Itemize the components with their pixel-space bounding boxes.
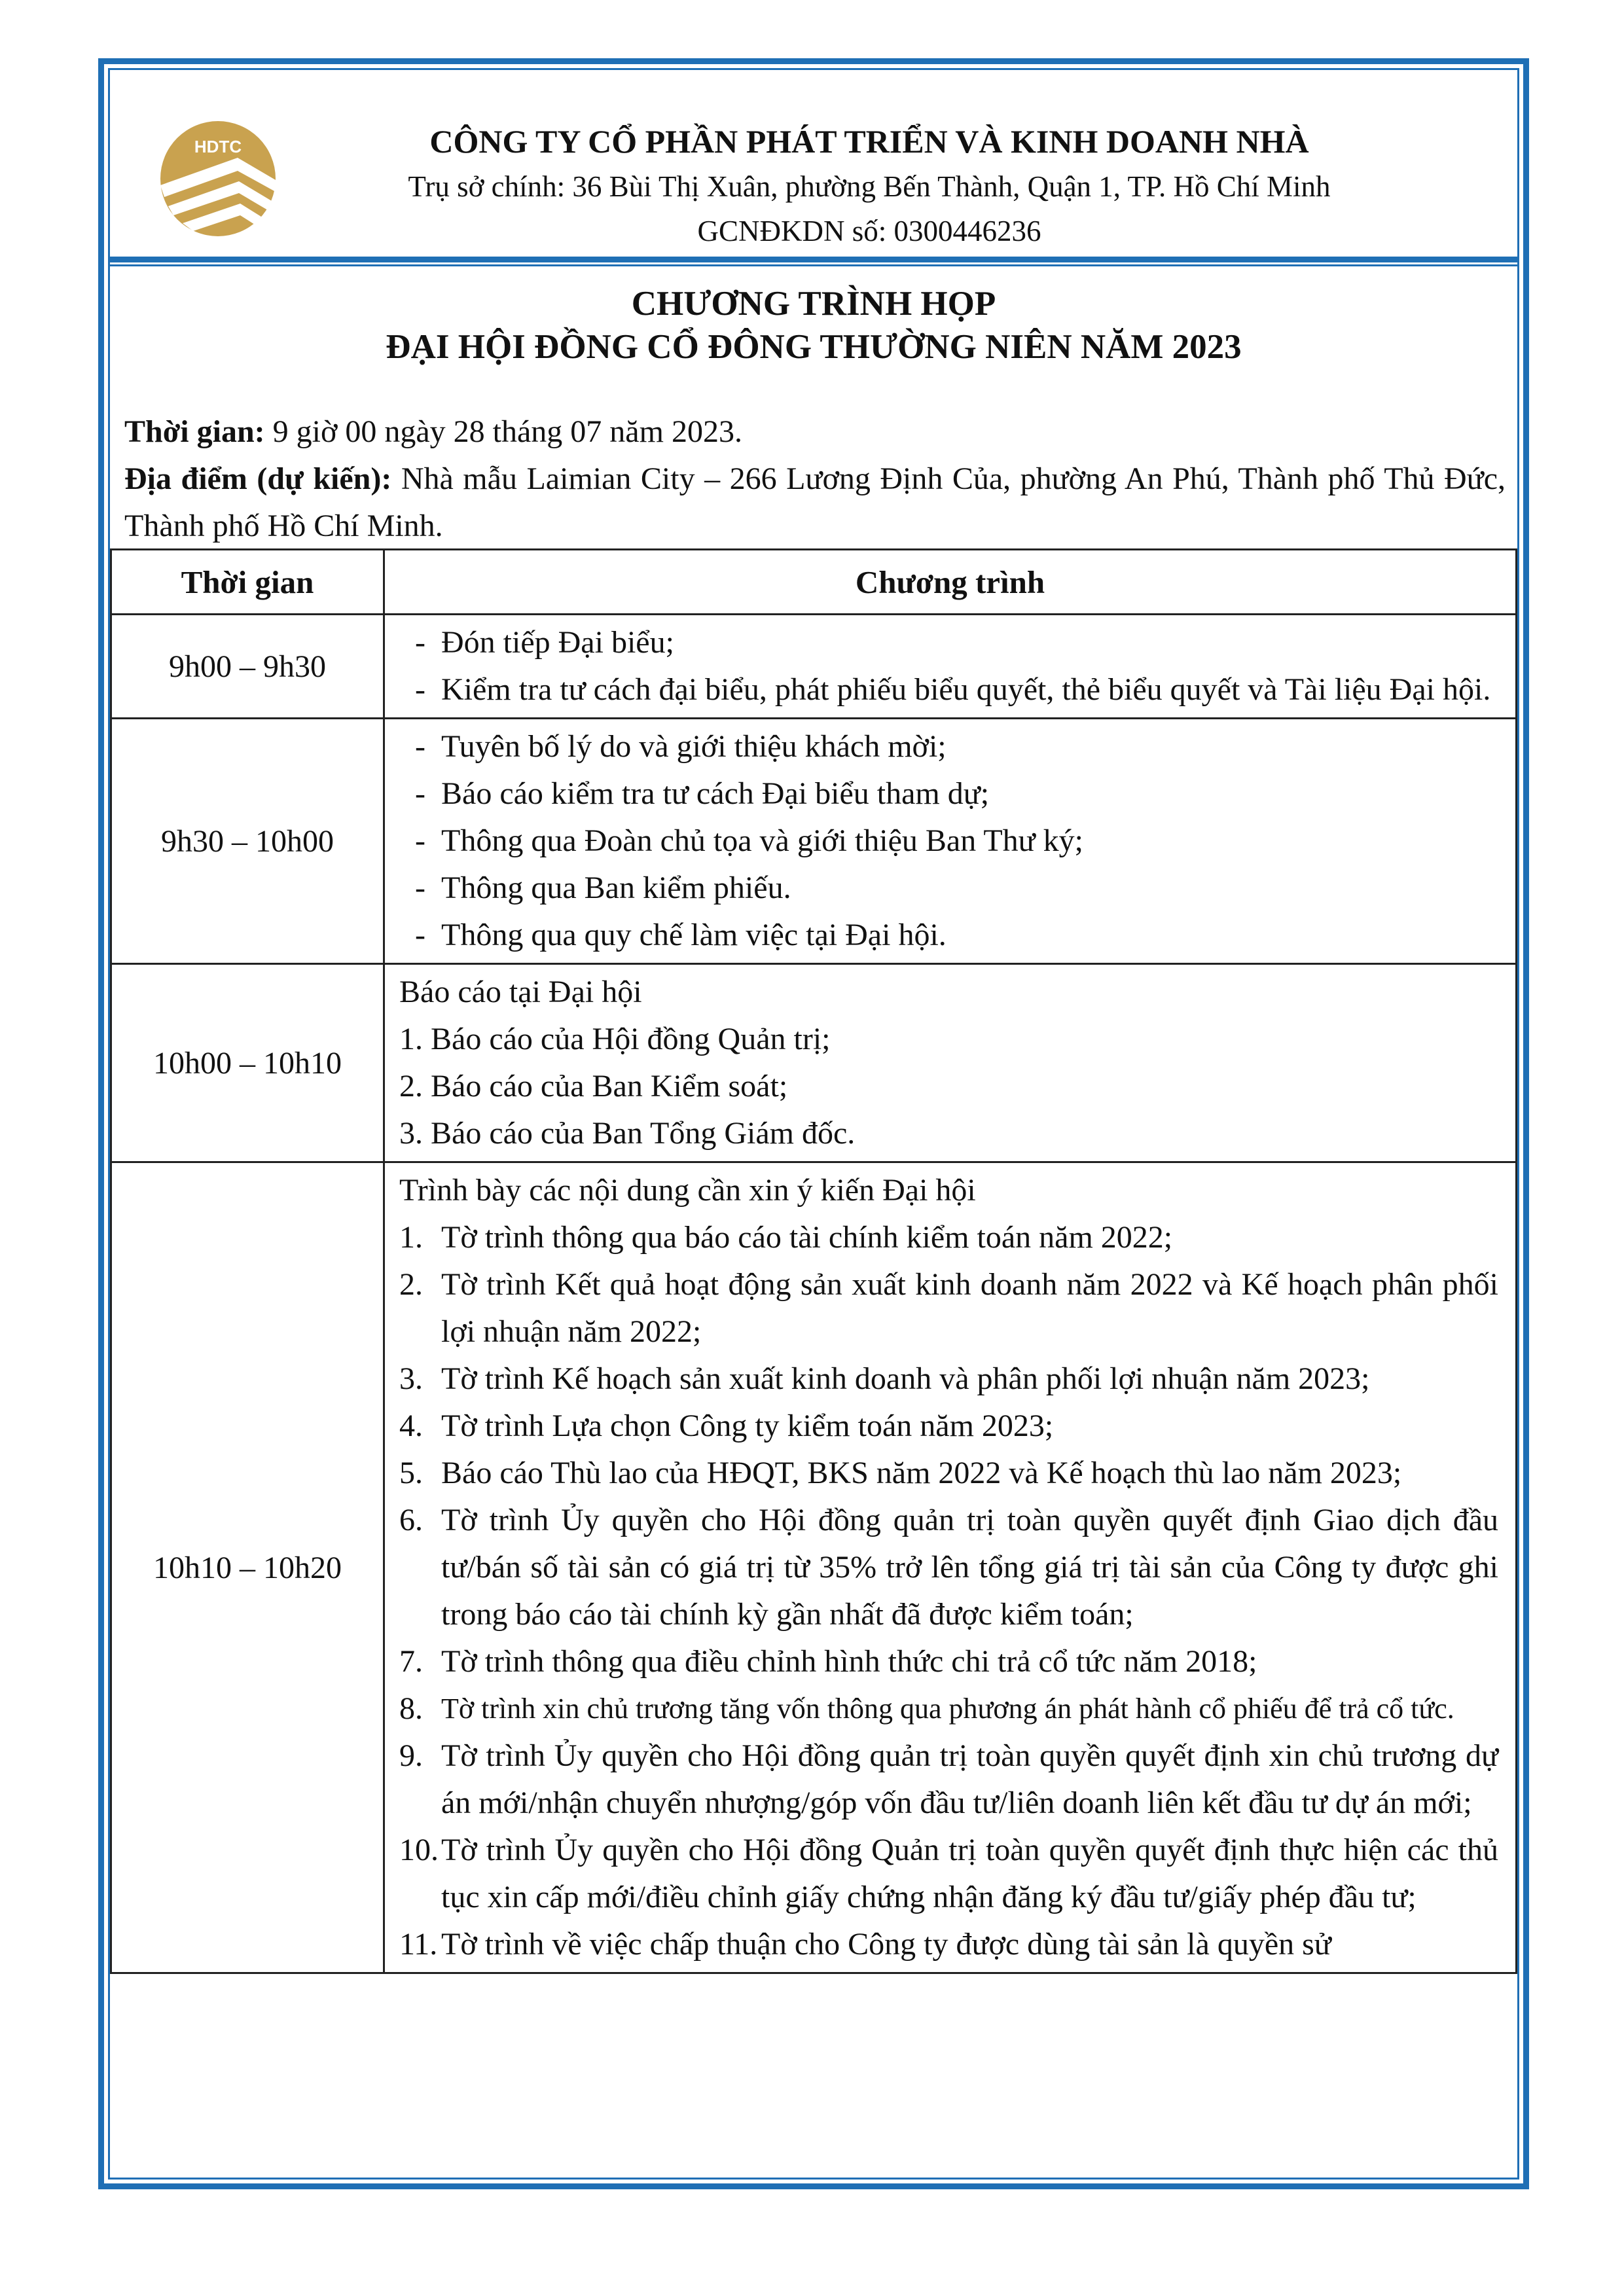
list-item: 3. Tờ trình Kế hoạch sản xuất kinh doanh và phân phối lợi nhuận năm 2023; [399,1361,1370,1396]
time-label: Thời gian: [124,414,265,449]
section-intro: Báo cáo tại Đại hội [399,975,642,1009]
time-value: 9 giờ 00 ngày 28 tháng 07 năm 2023. [264,414,742,449]
place-value: Nhà mẫu Laimian City – 266 Lương Định Của, phường An Phú, Thành phố Thủ Đức, Thành phố Hồ Chí Minh. [124,461,1506,543]
row-time: 9h00 – 9h30 [111,615,384,719]
table-row [111,615,1517,719]
list-item: 1. Báo cáo của Hội đồng Quản trị; [399,1022,831,1056]
list-item: 2. Tờ trình Kết quả hoạt động sản xuất kinh doanh năm 2022 và Kế hoạch phân phối lợi nhuận năm 2022; [399,1267,1498,1349]
place-label: Địa điểm (dự kiến): [124,461,392,496]
header-divider [110,257,1517,262]
row-content [384,615,1517,719]
list-item: 1. Tờ trình thông qua báo cáo tài chính kiểm toán năm 2022; [399,1220,1173,1255]
list-item: 2. Báo cáo của Ban Kiểm soát; [399,1069,788,1103]
row-content [384,1162,1517,1973]
list-item: - Thông qua Ban kiểm phiếu. [415,870,791,905]
business-registration: GCNĐKDN số: 0300446236 [697,215,1041,247]
list-item: 7. Tờ trình thông qua điều chỉnh hình thức chi trả cổ tức năm 2018; [399,1644,1257,1679]
list-item: - Thông qua Đoàn chủ tọa và giới thiệu Ban Thư ký; [415,823,1083,858]
document-subtitle: ĐẠI HỘI ĐỒNG CỔ ĐÔNG THƯỜNG NIÊN NĂM 2023 [386,328,1242,366]
list-item: - Tuyên bố lý do và giới thiệu khách mời; [415,729,947,764]
header-divider-thin [110,264,1517,266]
logo-text: HDTC [194,137,242,156]
list-item: - Thông qua quy chế làm việc tại Đại hội. [415,918,947,952]
table-row [111,964,1517,1162]
row-content [384,964,1517,1162]
list-item: 10. Tờ trình Ủy quyền cho Hội đồng Quản trị toàn quyền quyết định thực hiện các thủ tục xin cấp mới/điều chỉnh giấy chứng nhận đăng ký đầu tư/giấy phép đầu tư; [399,1833,1498,1914]
row-time: 10h00 – 10h10 [111,964,384,1162]
list-item: 5. Báo cáo Thù lao của HĐQT, BKS năm 2022 và Kế hoạch thù lao năm 2023; [399,1456,1402,1490]
agenda-table [110,548,1517,1974]
list-item: 11. Tờ trình về việc chấp thuận cho Công ty được dùng tài sản là quyền sử [399,1927,1331,1962]
list-item: 8. Tờ trình xin chủ trương tăng vốn thông qua phương án phát hành cổ phiếu để trả cổ tức. [399,1691,1454,1726]
list-item: - Đón tiếp Đại biểu; [415,625,674,660]
company-address: Trụ sở chính: 36 Bùi Thị Xuân, phường Bến Thành, Quận 1, TP. Hồ Chí Minh [408,170,1331,203]
list-item: 9. Tờ trình Ủy quyền cho Hội đồng quản trị toàn quyền quyết định xin chủ trương dự án mới/nhận chuyển nhượng/góp vốn đầu tư/liên doanh liên kết đầu tư dự án mới; [399,1738,1498,1820]
header-time: Thời gian [111,550,384,615]
meeting-place [124,456,1506,550]
document-title: CHƯƠNG TRÌNH HỌP [631,285,996,323]
table-row [111,1162,1517,1973]
header-program: Chương trình [384,550,1517,615]
table-header-row [111,550,1517,615]
list-item: 6. Tờ trình Ủy quyền cho Hội đồng quản trị toàn quyền quyết định Giao dịch đầu tư/bán số tài sản có giá trị từ 35% trở lên tổng giá trị tài sản của Công ty được ghi trong báo cáo tài chính kỳ gần nhất đã được kiểm toán; [399,1503,1498,1632]
row-time: 10h10 – 10h20 [111,1162,384,1973]
list-item: - Báo cáo kiểm tra tư cách Đại biểu tham dự; [415,776,990,811]
row-time: 9h30 – 10h00 [111,719,384,964]
list-item: 3. Báo cáo của Ban Tổng Giám đốc. [399,1116,856,1151]
section-intro: Trình bày các nội dung cần xin ý kiến Đại hội [399,1173,976,1208]
company-name: CÔNG TY CỔ PHẦN PHÁT TRIỂN VÀ KINH DOANH NHÀ [429,123,1309,160]
list-item: 4. Tờ trình Lựa chọn Công ty kiểm toán năm 2023; [399,1408,1054,1443]
meeting-time [124,408,1506,456]
row-content [384,719,1517,964]
list-item: - Kiểm tra tư cách đại biểu, phát phiếu biểu quyết, thẻ biểu quyết và Tài liệu Đại hội. [415,672,1491,707]
letterhead [110,70,1517,260]
table-row [111,719,1517,964]
